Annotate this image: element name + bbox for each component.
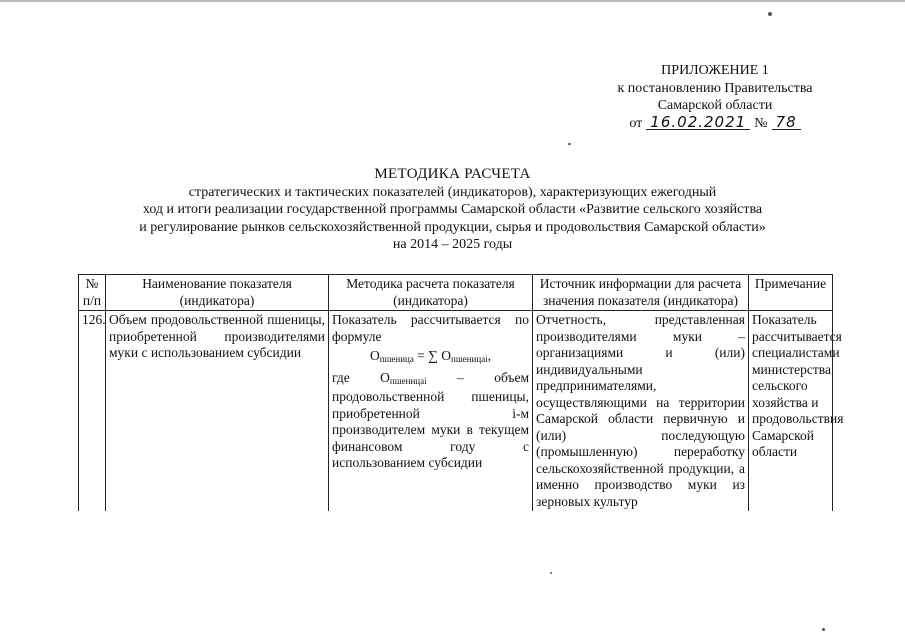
heading-line-4: на 2014 – 2025 годы bbox=[392, 237, 513, 252]
annex-line1: к постановлению Правительства bbox=[617, 80, 813, 96]
number-label: № bbox=[754, 115, 768, 131]
header-note: Примечание bbox=[749, 275, 833, 311]
annex-date-line bbox=[600, 112, 830, 133]
indicator-table bbox=[78, 274, 844, 511]
date-prefix: от bbox=[629, 115, 643, 131]
document-heading bbox=[0, 166, 905, 254]
heading-main: МЕТОДИКА РАСЧЕТА bbox=[374, 166, 531, 182]
scan-speck bbox=[768, 12, 772, 16]
table-row bbox=[79, 311, 833, 512]
header-name: Наименование показателя (индикатора) bbox=[106, 275, 329, 311]
scan-edge bbox=[0, 0, 905, 2]
row-number: 126. bbox=[79, 311, 106, 512]
header-num: № п/п bbox=[79, 275, 106, 311]
header-source: Источник информации для расчета значения показателя (индикатора) bbox=[533, 275, 749, 311]
heading-line-2: ход и итоги реализации государственной программы Самарской области «Развитие сельского хозяйства bbox=[142, 202, 763, 217]
row-name: Объем продовольственной пшеницы, приобретенной производителями муки с использованием субсидии bbox=[106, 311, 329, 512]
annex-line2: Самарской области bbox=[657, 98, 773, 113]
scan-speck bbox=[822, 628, 825, 631]
annex-block bbox=[600, 62, 830, 132]
heading-line-1: стратегических и тактических показателей (индикаторов), характеризующих ежегодный bbox=[188, 184, 717, 200]
scan-speck bbox=[568, 143, 571, 145]
handwritten-number: 78 bbox=[772, 115, 801, 130]
row-method bbox=[329, 311, 533, 512]
method-where: где $О_{пшеницаi}$ – объем продовольственной пшеницы, приобретенной i-м производителем муки в текущем финансовом году с использованием субсидии bbox=[332, 369, 529, 470]
row-note: Показатель рассчитывается специалистами министерства сельского хозяйства и продовольствия Самарской области bbox=[749, 311, 833, 512]
method-formula: $О_{пшеница}$ = ∑ $О_{пшеницаi}$, bbox=[369, 348, 492, 364]
handwritten-date: 16.02.2021 bbox=[646, 115, 750, 130]
heading-line-3: и регулирование рынков сельскохозяйственной продукции, сырья и продовольствия Самарской области» bbox=[139, 219, 766, 235]
scan-speck bbox=[550, 572, 552, 574]
annex-title: ПРИЛОЖЕНИЕ 1 bbox=[661, 63, 769, 78]
method-intro: Показатель рассчитывается по формуле bbox=[332, 312, 529, 344]
table-header-row bbox=[79, 275, 833, 311]
row-source: Отчетность, представленная производителями муки – организациями и (или) индивидуальными предпринимателями, осуществляющими на территории Самарской области первичную и (или) последующую (промышленную) переработку сельскохозяйственной продукции, а именно производство муки из зерновых культур bbox=[533, 311, 749, 512]
header-method: Методика расчета показателя (индикатора) bbox=[329, 275, 533, 311]
